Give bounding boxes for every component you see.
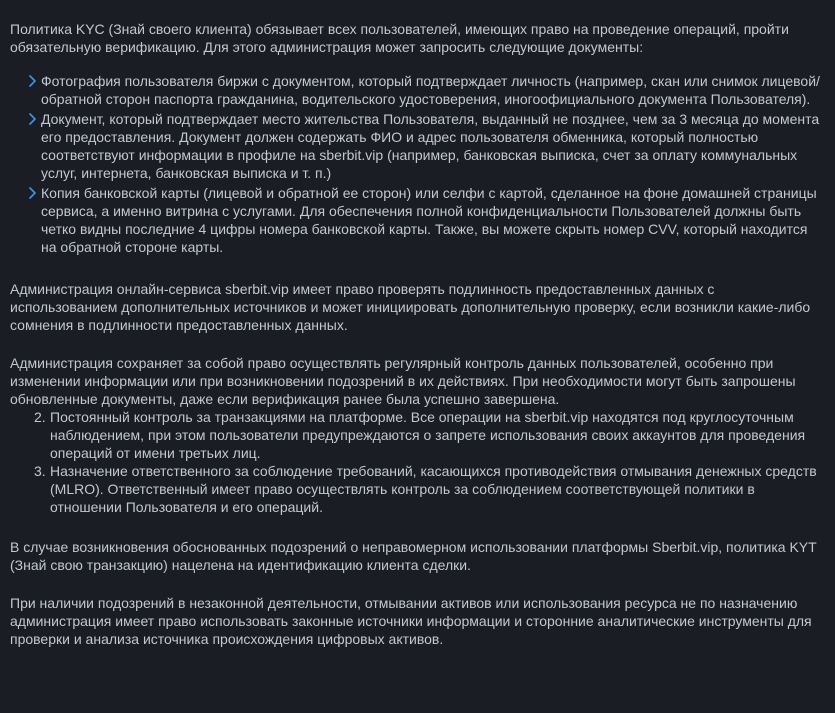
chevron-right-icon	[28, 186, 38, 200]
list-item-text: Копия банковской карты (лицевой и обратной ее сторон) или селфи с картой, сделанное на фоне домашней страницы сервиса, а именно витрина с услугами. Для обеспечения полной конфиденциальности Пользователей должны быть четко видны последние 4 цифры номера банковской карты. Также, вы можете скрыть номер CVV, который находится на обратной стороне карты.	[41, 185, 817, 255]
control-paragraph: Администрация сохраняет за собой право осуществлять регулярный контроль данных пользователей, особенно при изменении информации или при возникновении подозрений в их действиях. При необходимости могут быть запрошены обновленные документы, даже если верификация ранее была успешно завершена.	[10, 355, 796, 407]
list-item-text: Документ, который подтверждает место жительства Пользователя, выданный не позднее, чем за 3 месяца до момента его предоставления. Документ должен содержать ФИО и адрес пользователя обменника, который полностью соответствуют информации в профиле на sberbit.vip (например, банковская выписка, счет за оплату коммунальных услуг, интернета, банковская выписка и т. п.)	[41, 111, 820, 181]
list-item-text: Фотография пользователя биржи с документом, который подтверждает личность (например, скан или снимок лицевой/обратной сторон паспорта гражданина, водительского удостоверения, иногоофициального документа Пользователя).	[41, 73, 820, 107]
list-item	[30, 72, 823, 108]
list-item-text: Постоянный контроль за транзакциями на платформе. Все операции на sberbit.vip находятся под круглосуточным наблюдением, при этом пользователи предупреждаются о запрете использования своих аккаунтов для проведения операций от имени третьих лиц.	[50, 409, 806, 461]
kyt-paragraph: В случае возникновения обоснованных подозрений о неправомерном использовании платформы Sberbit.vip, политика KYT (Знай свою транзакцию) нацелена на идентификацию клиента сделки.	[10, 539, 817, 573]
final-paragraph: При наличии подозрений в незаконной деятельности, отмывании активов или использования ресурса не по назначению администрация имеет право использовать законные источники информации и сторонние аналитические инструменты для проверки и анализа источника происхождения цифровых активов.	[10, 595, 812, 647]
required-documents-list	[10, 72, 823, 256]
chevron-right-icon	[28, 112, 38, 126]
chevron-right-icon	[28, 74, 38, 88]
list-item	[30, 184, 823, 256]
list-item-text: Назначение ответственного за соблюдение требований, касающихся противодействия отмывания денежных средств (MLRO). Ответственный имеет право осуществлять контроль за соблюдением соответствующей политики в отношении Пользователя и его операций.	[50, 463, 817, 515]
list-item	[34, 462, 823, 516]
list-item-number: 2.	[34, 409, 46, 425]
numbered-measures-list	[10, 408, 823, 516]
list-item-number: 3.	[34, 463, 46, 479]
verification-paragraph: Администрация онлайн-сервиса sberbit.vip имеет право проверять подлинность предоставленных данных с использованием дополнительных источников и может инициировать дополнительную проверку, если возникли какие-либо сомнения в подлинности предоставленных данных.	[10, 281, 811, 333]
intro-paragraph: Политика KYC (Знай своего клиента) обязывает всех пользователей, имеющих право на проведение операций, пройти обязательную верификацию. Для этого администрация может запросить следующие документы:	[10, 21, 789, 55]
list-item	[30, 110, 823, 182]
list-item	[34, 408, 823, 462]
